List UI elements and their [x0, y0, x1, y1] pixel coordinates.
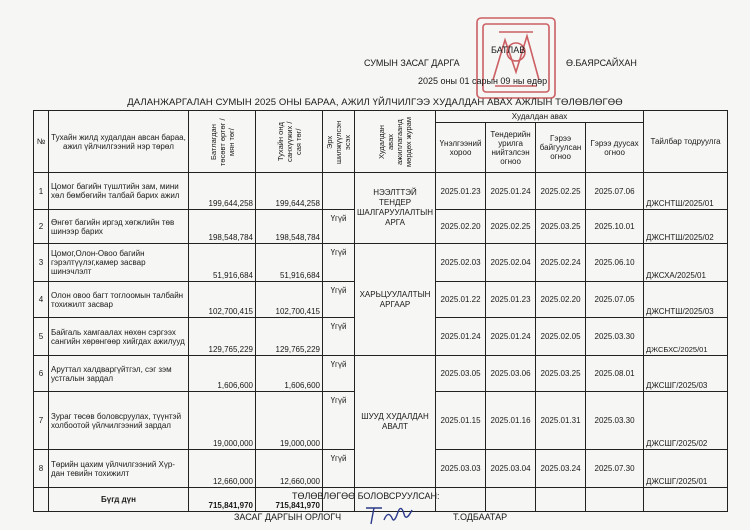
header-note: Тайлбар тодруулга — [644, 111, 728, 173]
table-row: 4 Олон овоо багт тоглоомын талбайн тохижилт засвар 102,700,415 102,700,415 Үгүй 2025.01.22 2025.01.23 2025.02.20 2025.07.05 ДЖСНТШ/2025/03 — [34, 282, 728, 318]
chief-name: Ө.БАЯРСАЙХАН — [566, 58, 637, 68]
header-name: Тухайн жилд худалдан авсан бараа, ажил үйлчилгээний нэр төрөл — [49, 111, 189, 173]
total-financed: 715,841,970 — [256, 488, 323, 512]
document-title: ДАЛАНЖАРГАЛАН СУМЫН 2025 ОНЫ БАРАА, АЖИЛ ҮЙЛЧИЛГЭЭ ХУДАЛДАН АВАХ АЖЛЫН ТӨЛӨВЛӨГӨӨ — [127, 97, 623, 108]
header-financed: Тухайн онд санхүүжих /сая төг/ — [275, 121, 303, 162]
table-row: 5 Байгаль хамгаалах нөхөн сэргээх сангийн хөрөнгөөр хийгдах ажилууд 129,765,229 129,765,229 Үгүй 2025.01.24 2025.01.24 2025.02.05 2025.03.30 ДЖСБХС/2025/01 — [34, 318, 728, 356]
table-row: 6 Аруттал халдваргүйтгэл, сэг зэм устгалын зардал 1,606,600 1,606,600 Үгүй ШУУД ХУДАЛДАН АВАЛТ 2025.03.05 2025.03.06 2025.03.25 2025.08.01 ДЖСШГ/2025/03 — [34, 356, 728, 392]
table-row: 8 Төрийн цахим үйлчилгээний Хүр-дан тевийн тохижилт 12,660,000 12,660,000 Үгүй 2025.03.03 2025.03.04 2025.03.24 2025.07.30 ДЖСШГ/2025/01 — [34, 450, 728, 488]
header-contract-end: Гэрээ дуусах огноо — [586, 123, 644, 173]
header-contract-sign: Гэрээ байгуулсан огноо — [536, 123, 586, 173]
deputy-title: ЗАСАГ ДАРГЫН ОРЛОГЧ — [234, 512, 342, 522]
approve-label: БАТЛАВ — [491, 45, 526, 55]
method-open-tender: НЭЭЛТТЭЙ ТЕНДЕР ШАЛГАРУУЛАЛТЫН АРГА — [355, 173, 436, 244]
table-row: 3 Цомог,Олон-Овоо багийн гэрэлтүүлэг,камер засвар шинэчлэлт 51,916,684 51,916,684 Үгүй ХАРЬЦУУЛАЛТЫН АРГААР 2025.02.03 2025.02.04 2025.02.24 2025.06.10 ДЖСХА/2025/01 — [34, 244, 728, 282]
method-direct: ШУУД ХУДАЛДАН АВАЛТ — [355, 356, 436, 488]
header-tender-start: Тендерийн урилга нийтэлсэн огноо — [486, 123, 536, 173]
header-method: Худалдан авах ажиллагаанд мөрдөх журам — [377, 116, 414, 167]
header-approved: Батлагдан төсөвт өртөг /мян төг/ — [208, 117, 236, 166]
method-comparison: ХАРЬЦУУЛАЛТЫН АРГААР — [355, 244, 436, 356]
table-row: 2 Өнгөт багийн иргэд хөгжлийн төв шинээр барих 198,548,784 198,548,784 Үгүй 2025.02.20 2025.02.25 2025.03.25 2025.10.01 ДЖСНТШ/2025/02 — [34, 210, 728, 244]
header-evaluation-committee: Үнэлгээний хороо — [436, 123, 486, 173]
handwritten-signature — [362, 500, 422, 528]
deputy-name: Т.ОДБААТАР — [453, 512, 508, 522]
prepared-label: ТӨЛӨВЛӨГӨӨ БОЛОВСРУУЛСАН: — [292, 491, 440, 501]
approval-date: 2025 оны 01 сарын 09 ны өдөр — [418, 76, 548, 86]
table-row: 1 Цомог багийн түшлтийн зам, мини хөл бөмбөгийн талбай барих ажил 199,644,258 199,644,258 НЭЭЛТТЭЙ ТЕНДЕР ШАЛГАРУУЛАЛТЫН АРГА 2025.01.23 2025.01.24 2025.02.25 2025.07.06 ДЖСНТШ/2025/01 — [34, 173, 728, 210]
table-row: 7 Зураг төсөв боловсруулах, түүнтэй холбоотой үйлчилгээний зардал 19,000,000 19,000,000 Үгүй 2025.01.15 2025.01.16 2025.01.31 2025.03.30 ДЖСШГ/2025/02 — [34, 392, 728, 450]
header-num: № — [34, 111, 49, 173]
total-label: Бүгд дүн — [49, 488, 189, 512]
header-exempt: Эрх шилжүүлсэн эсэх — [325, 119, 352, 164]
chief-title: СУМЫН ЗАСАГ ДАРГА — [364, 58, 460, 68]
header-procurement-group: Худалдан авах — [436, 111, 644, 123]
total-approved: 715,841,970 — [189, 488, 256, 512]
procurement-plan-table — [33, 110, 728, 512]
